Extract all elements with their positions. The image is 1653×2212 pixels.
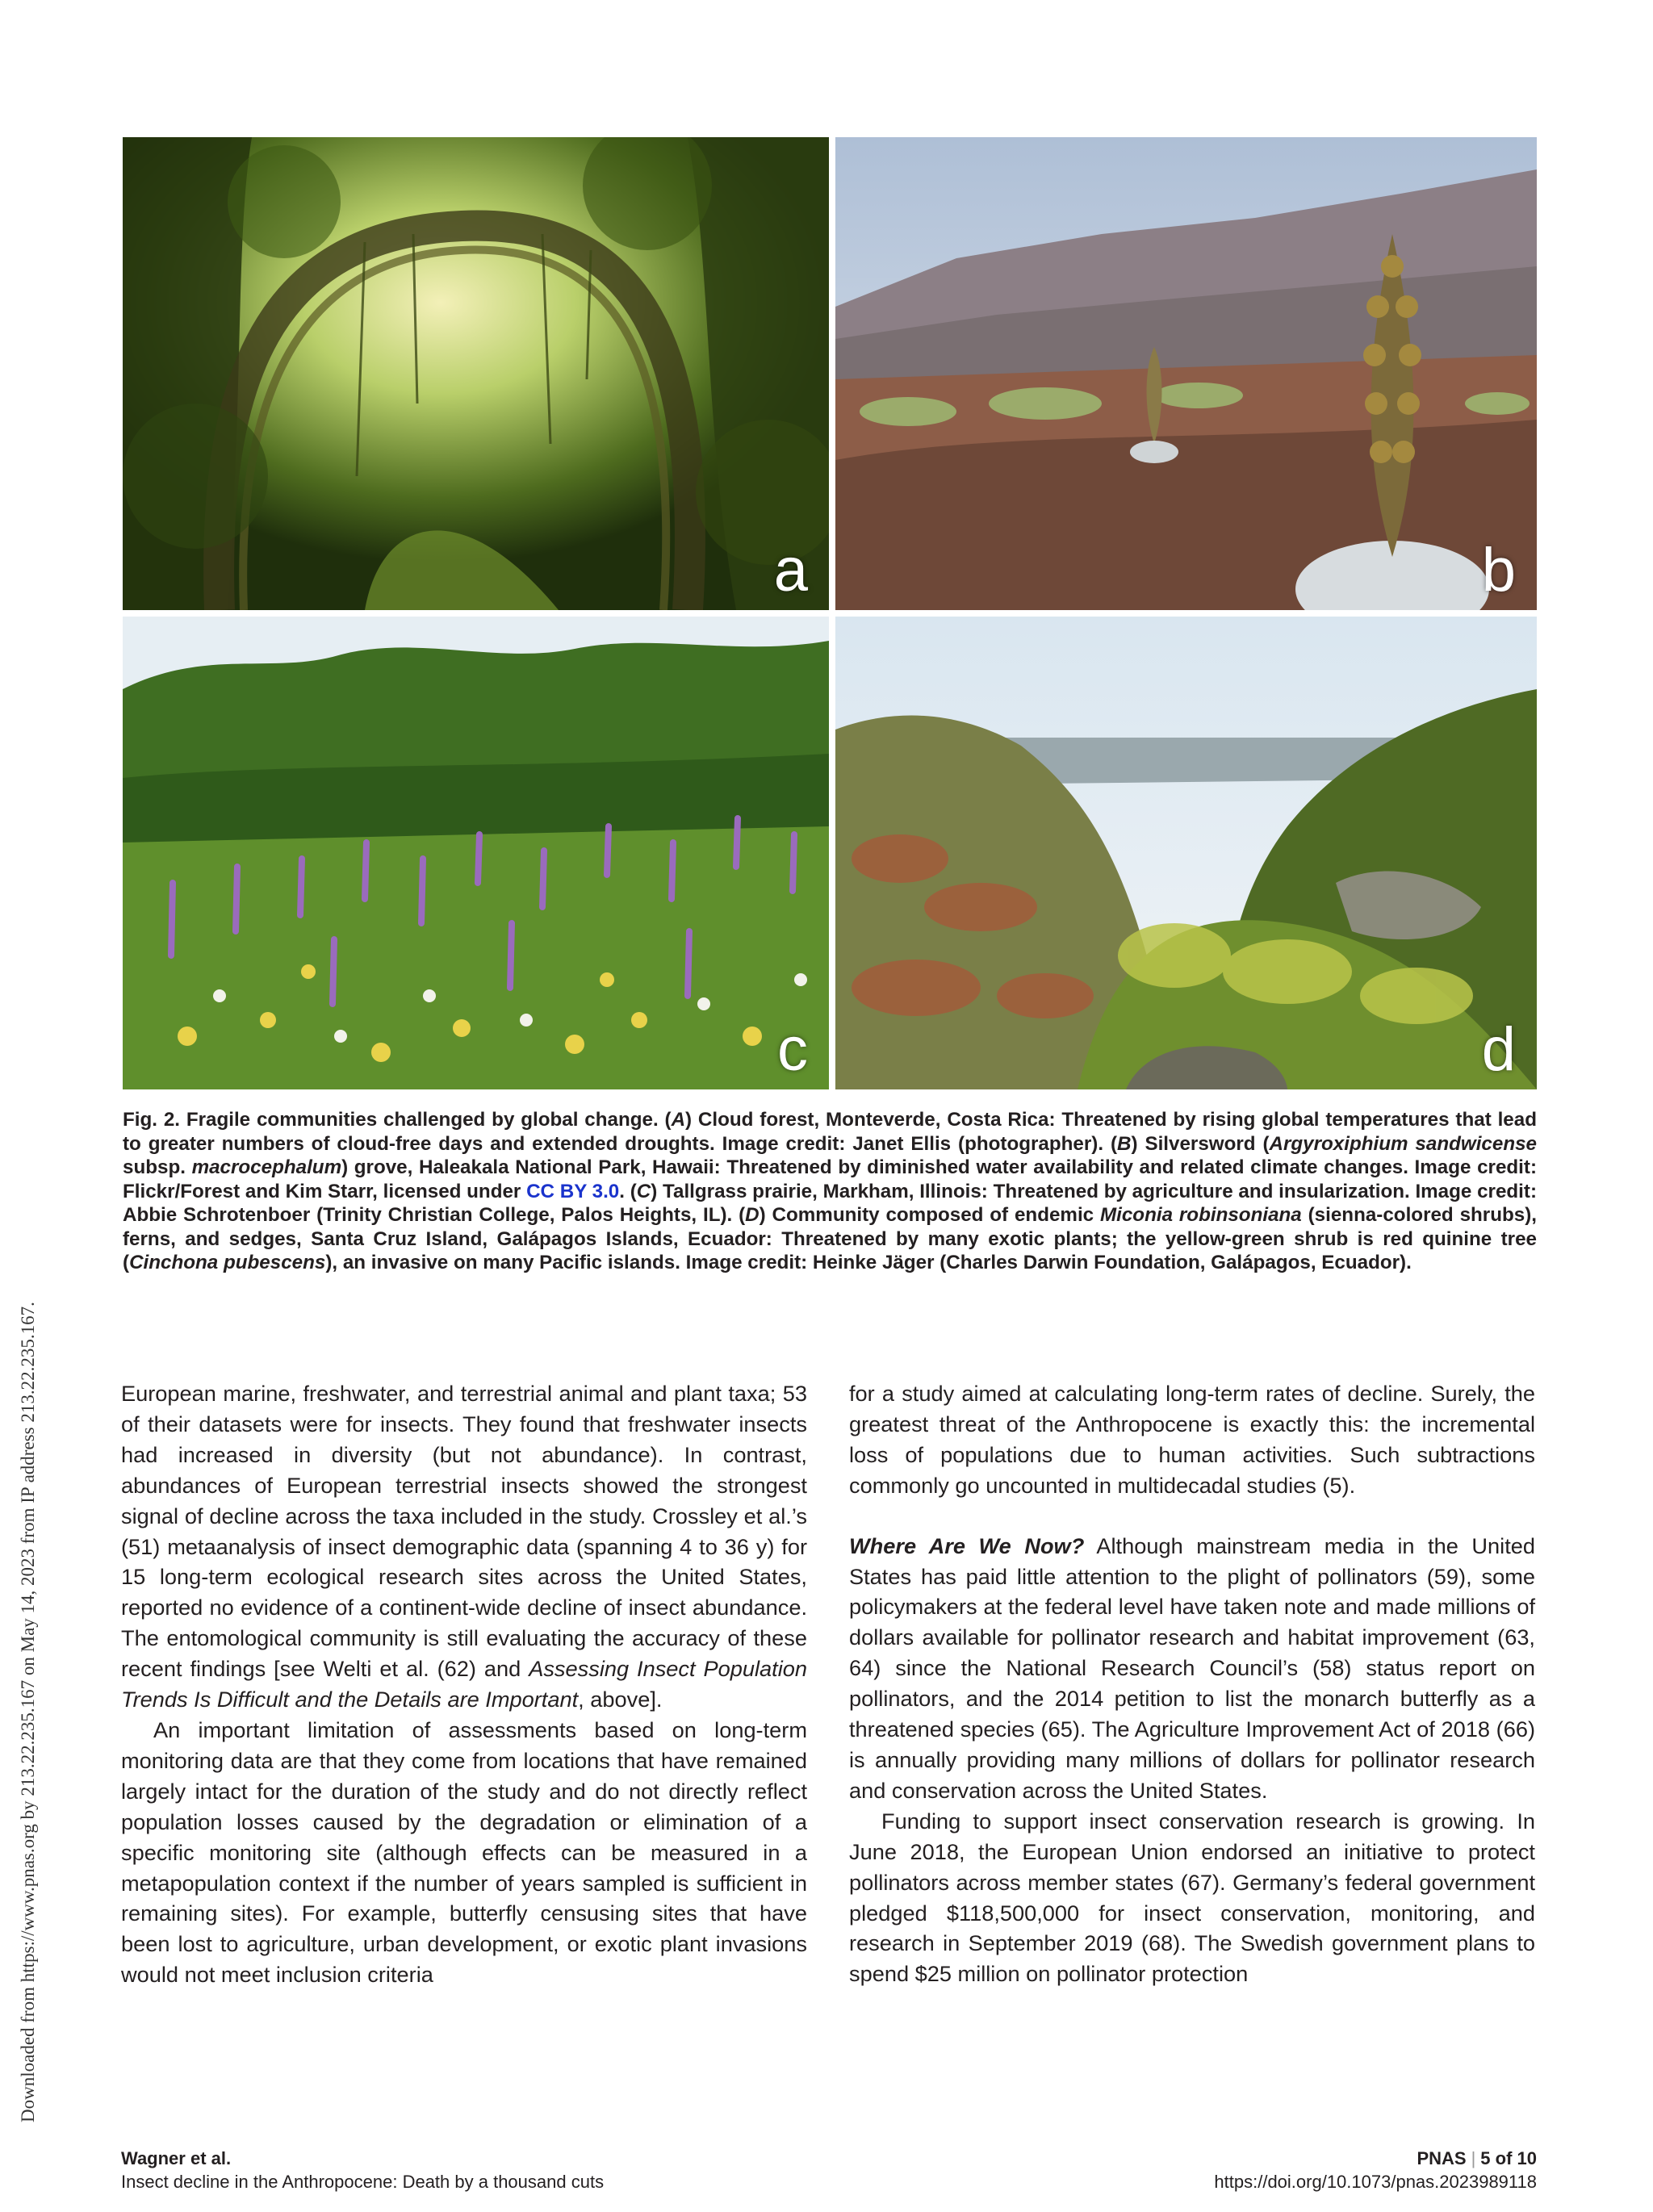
footer-left [121,2147,604,2193]
footer-separator: | [1471,2148,1476,2168]
right-paragraph-2: Where Are We Now? Although mainstream media in the United States has paid little attention to the plight of pollinators (59), some policymakers at the federal level have taken note and made millions of dollars available for pollinator research and habitat improvement (63, 64) since the National Research Council’s (58) status report on pollinators, and the 2014 petition to list the monarch butterfly as a threatened species (65). The Agriculture Improvement Act of 2018 (66) is annually providing many millions of dollars for pollinator research and conservation across the United States. [849,1533,1535,1803]
panel-b-silversword-photo [835,137,1537,610]
footer-article-title: Insect decline in the Anthropocene: Death by a thousand cuts [121,2172,605,2192]
download-notice: Downloaded from https://www.pnas.org by 213.22.235.167 on May 14, 2023 from IP address 213.22.235.167. [18,1302,38,2122]
panel-letter-d: d [1481,1015,1516,1084]
figure-caption: Fig. 2. Fragile communities challenged by global change. (A) Cloud forest, Monteverde, Costa Rica: Threatened by rising global temperatures that lead to greater numbers of cloud-free days and extended droughts. Image credit: Janet Ellis (photographer). (B) Silversword (Argyroxiphium sandwicense subsp. macrocephalum) grove, Haleakala National Park, Hawaii: Threatened by diminished water availability and related climate changes. Image credit: Flickr/Forest and Kim Starr, licensed under CC BY 3.0. (C) Tallgrass prairie, Markham, Illinois: Threatened by agriculture and insularization. Image credit: Abbie Schrotenboer (Trinity Christian College, Palos Heights, IL). (D) Community composed of endemic Miconia robinsoniana (sienna-colored shrubs), ferns, and sedges, Santa Cruz Island, Galápagos Islands, Ecuador: Threatened by many exotic plants; the yellow-green shrub is red quinine tree (Cinchona pubescens), an invasive on many Pacific islands. Image credit: Heinke Jäger (Charles Darwin Foundation, Galápagos, Ecuador). [123,1109,1538,1273]
silversword-image [835,137,1537,610]
panel-letter-c: c [777,1015,808,1084]
section-heading-where-are-we-now: Where Are We Now? [849,1533,1085,1558]
footer-page-number: 5 of 10 [1480,2148,1537,2168]
prairie-image [123,617,829,1089]
left-paragraph-1: European marine, freshwater, and terrestrial animal and plant taxa; 53 of their datasets were for insects. They found that freshwater insects had increased in diversity (but not abundance). In contrast, abundances of European terrestrial insects showed the strongest signal of decline across the taxa included in the study. Crossley et al.’s (51) metaanalysis of insect demographic data (spanning 4 to 36 y) for 15 long-term ecological research sites across the United States, reported no evidence of a continent-wide decline of insect abundance. The entomological community is still evaluating the accuracy of these recent findings [see Welti et al. (62) and Assessing Insect Population Trends Is Difficult and the Details are Important, above]. [121,1381,807,1712]
panel-d-galapagos-photo [835,617,1537,1089]
galapagos-image [835,617,1537,1089]
right-column [849,1378,1535,1989]
cloud-forest-image [123,137,829,610]
footer-doi-link[interactable]: https://doi.org/10.1073/pnas.2023989118 [1214,2172,1537,2192]
panel-c-prairie-photo [123,617,829,1089]
figure-2 [123,137,1537,1089]
right-paragraph-1: for a study aimed at calculating long-term rates of decline. Surely, the greatest threat of the Anthropocene is exactly this: the incremental loss of populations due to human activities. Such subtractions commonly go uncounted in multidecadal studies (5). [849,1381,1535,1498]
right-paragraph-3: Funding to support insect conservation research is growing. In June 2018, the European Union endorsed an initiative to protect pollinators across member states (67). Germany’s federal government pledged $118,500,000 for insect conservation, monitoring, and research in September 2019 (68). The Swedish government plans to spend $25 million on pollinator protection [849,1808,1535,1987]
panel-letter-b: b [1481,536,1516,604]
footer-authors: Wagner et al. [121,2148,232,2168]
left-column [121,1378,807,1990]
footer-journal: PNAS [1417,2148,1467,2168]
panel-a-cloud-forest-photo [123,137,829,610]
footer-right [1214,2147,1537,2193]
left-paragraph-2: An important limitation of assessments based on long-term monitoring data are that they come from locations that have remained largely intact for the duration of the study and do not directly reflect population losses caused by the degradation or elimination of a specific monitoring site (although effects can be measured in a metapopulation context if the number of years sampled is sufficient in remaining sites). For example, butterfly censusing sites that have been lost to agriculture, urban development, or exotic plant invasions would not meet inclusion criteria [121,1716,807,1988]
license-link[interactable]: CC BY 3.0 [526,1180,620,1202]
panel-letter-a: a [773,536,808,604]
